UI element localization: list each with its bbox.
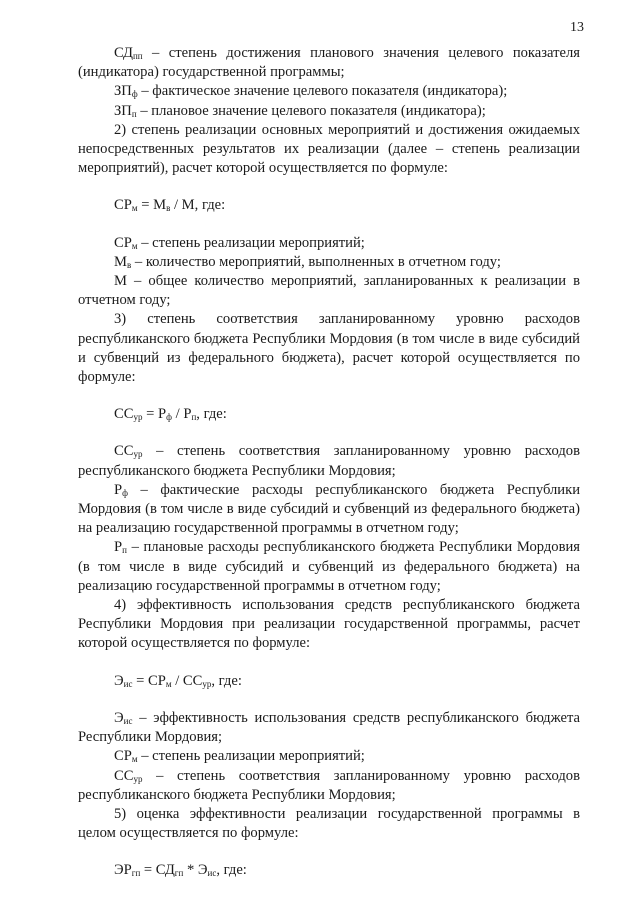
text-run: = СД <box>140 862 175 879</box>
paragraph <box>78 234 580 253</box>
text-run: СР <box>114 197 132 214</box>
text-run: СС <box>114 443 134 460</box>
text-run: – количество мероприятий, выполненных в отчетном году; <box>131 253 501 270</box>
subscript: гп <box>174 868 184 879</box>
text-run: – степень реализации мероприятий; <box>137 234 365 251</box>
subscript: в <box>126 259 132 270</box>
paragraph <box>78 272 580 310</box>
text-run: – степень соответствия запланированному уровню расходов республиканского бюджета Республики Мордовия; <box>78 767 580 803</box>
subscript: м <box>131 754 138 765</box>
text-run: – фактические расходы республиканского бюджета Республики Мордовия (в том числе в виде субсидий и субвенций из федерального бюджета) на реализацию государственной программы в отчетном году; <box>78 481 580 537</box>
formula-line <box>78 196 580 215</box>
subscript: ф <box>131 89 138 100</box>
text-run: – плановое значение целевого показателя (индикатора); <box>136 102 486 119</box>
text-run: , где: <box>196 406 227 423</box>
text-run: – плановые расходы республиканского бюджета Республики Мордовия (в том числе в виде субсидий и субвенций из федерального бюджета) на реализацию государственной программы в отчетном году; <box>78 539 580 594</box>
text-run: / СС <box>171 672 203 689</box>
text-run: СС <box>114 767 134 784</box>
text-run: СД <box>114 45 133 61</box>
paragraph <box>78 121 580 179</box>
text-run: , где: <box>216 862 247 879</box>
subscript: м <box>131 203 138 214</box>
text-run: 4) эффективность использования средств республиканского бюджета Республики Мордовия при реализации государственной программы, расчет которой осуществляется по формуле: <box>78 597 580 652</box>
paragraph <box>78 82 580 101</box>
paragraph <box>78 709 580 747</box>
text-run: – степень соответствия запланированному уровню расходов республиканского бюджета Республики Мордовия; <box>78 443 580 479</box>
subscript: гп <box>131 868 141 879</box>
subscript: ф <box>166 412 172 423</box>
text-run: = СР <box>132 672 166 689</box>
text-run: * Э <box>183 862 208 879</box>
text-run: Р <box>114 539 123 556</box>
page-number: 13 <box>570 20 584 35</box>
subscript: п <box>191 412 197 423</box>
text-run: СС <box>114 406 134 423</box>
text-run: ЗП <box>114 83 132 100</box>
text-run: Р <box>114 481 123 498</box>
formula-line <box>78 405 580 424</box>
text-run: / М, где: <box>170 197 226 214</box>
text-run: М <box>114 253 127 270</box>
subscript: ис <box>123 715 133 726</box>
text-run: Э <box>114 672 124 689</box>
subscript: ис <box>123 678 133 689</box>
paragraph <box>78 253 580 272</box>
text-run: Э <box>114 709 124 726</box>
paragraph <box>78 102 580 121</box>
subscript: в <box>166 203 171 214</box>
text-run: ЭР <box>114 862 132 879</box>
text-run: СР <box>114 234 132 251</box>
paragraph <box>78 44 580 82</box>
subscript: м <box>165 678 172 689</box>
formula-line <box>78 672 580 691</box>
subscript: ф <box>122 487 128 498</box>
text-run: , где: <box>211 672 242 689</box>
paragraph <box>78 805 580 843</box>
subscript: ур <box>133 412 143 423</box>
paragraph <box>78 747 580 766</box>
text-run: – степень достижения планового значения целевого показателя (индикатора) государственной программы; <box>78 45 580 81</box>
document-body <box>78 44 580 899</box>
text-run: 5) оценка эффективности реализации государственной программы в целом осуществляется по формуле: <box>78 805 580 842</box>
text-run: М – общее количество мероприятий, запланированных к реализации в отчетном году; <box>78 273 580 309</box>
paragraph <box>78 481 580 539</box>
text-run: 3) степень соответствия запланированному уровню расходов республиканского бюджета Республики Мордовия (в том числе в виде субсидий и субвенций из федерального бюджета), расчет которой осуществляется по формуле: <box>78 311 580 386</box>
subscript: пп <box>132 51 143 61</box>
subscript: ур <box>202 678 212 689</box>
text-run: – степень реализации мероприятий; <box>137 748 365 765</box>
paragraph <box>78 596 580 654</box>
text-run: – эффективность использования средств республиканского бюджета Республики Мордовия; <box>78 709 580 746</box>
text-run: – фактическое значение целевого показателя (индикатора); <box>137 83 508 100</box>
paragraph <box>78 442 580 480</box>
text-run: / Р <box>171 406 192 423</box>
text-run: ЗП <box>114 102 132 119</box>
text-run: СР <box>114 748 132 765</box>
subscript: п <box>131 108 137 119</box>
text-run: 2) степень реализации основных мероприятий и достижения ожидаемых непосредственных результатов их реализации (далее – степень реализации мероприятий), расчет которой осуществляется по формуле: <box>78 121 580 177</box>
paragraph <box>78 767 580 805</box>
text-run: = Р <box>142 406 167 423</box>
paragraph <box>78 538 580 596</box>
subscript: м <box>131 240 138 251</box>
text-run: = М <box>137 197 167 214</box>
paragraph <box>78 310 580 387</box>
subscript: ис <box>207 868 217 879</box>
formula-line <box>78 861 580 880</box>
subscript: ур <box>133 449 143 460</box>
subscript: п <box>122 545 127 556</box>
subscript: ур <box>133 773 143 784</box>
